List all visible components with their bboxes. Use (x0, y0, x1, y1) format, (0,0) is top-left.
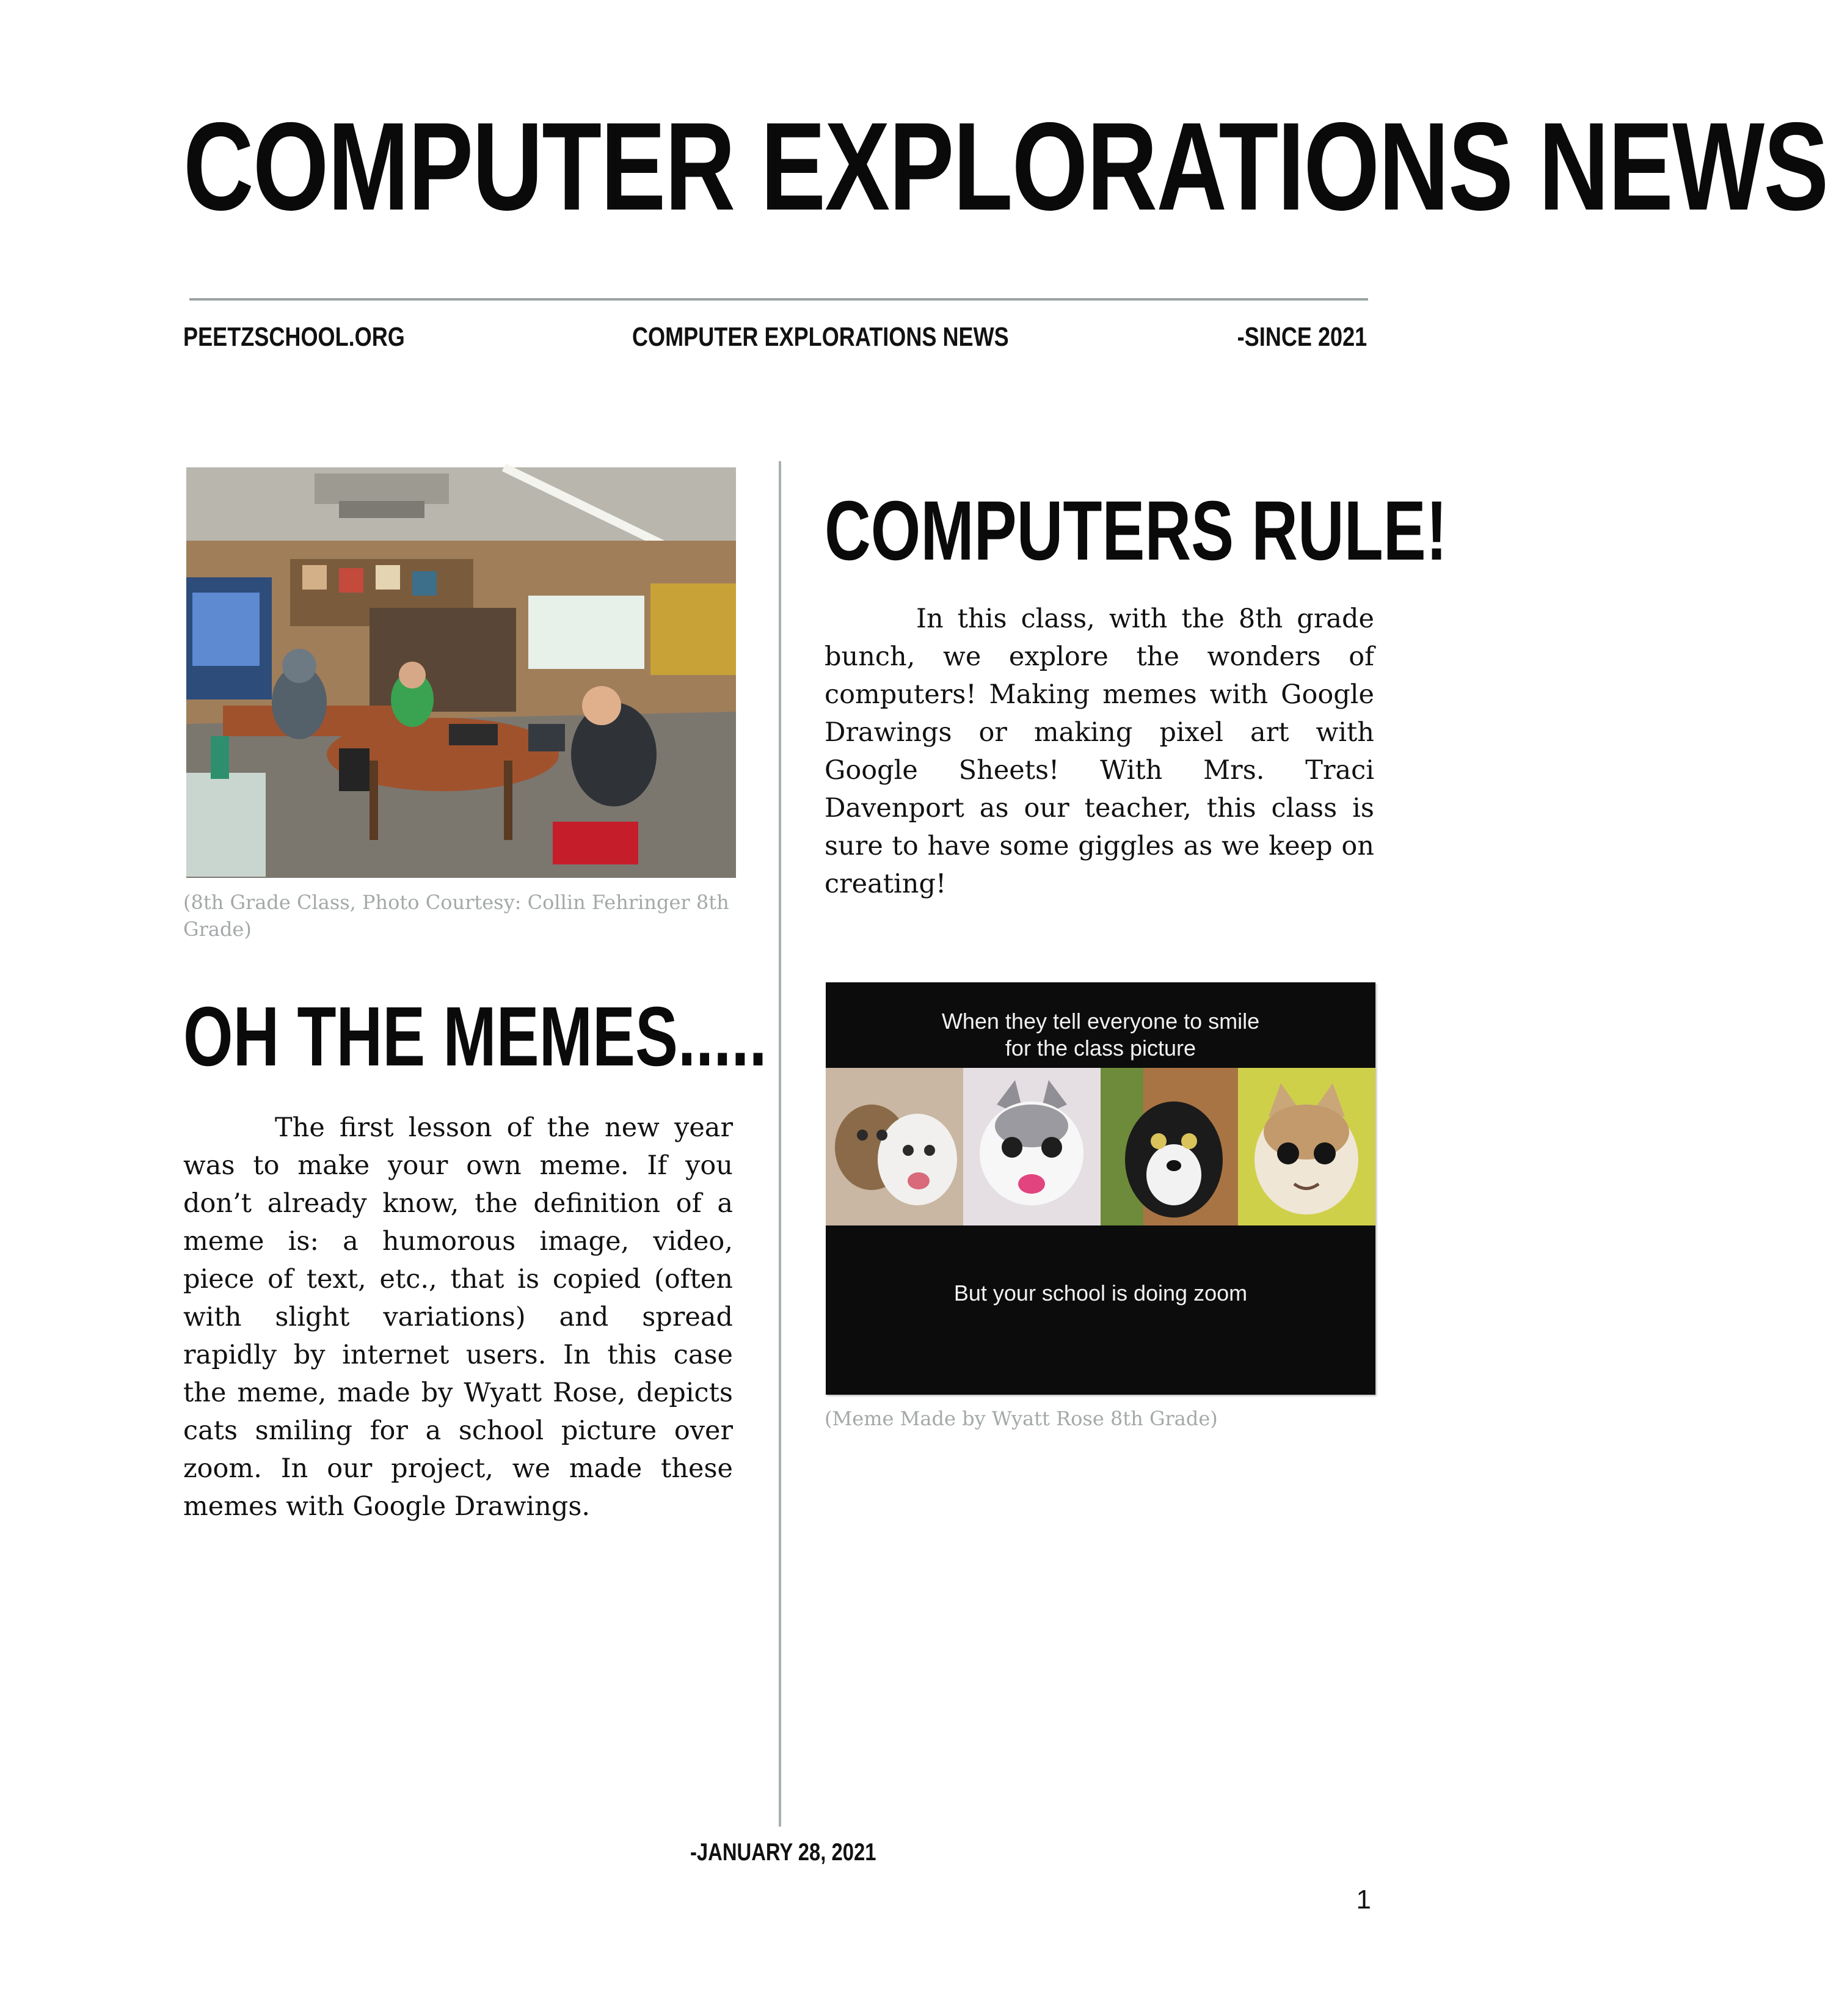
cat-photo-strip (826, 1068, 1375, 1225)
memes-headline: OH THE MEMES..... (183, 990, 767, 1084)
computers-rule-body (825, 600, 1374, 903)
meme-caption: (Meme Made by Wyatt Rose 8th Grade) (825, 1407, 1218, 1430)
computers-rule-headline: COMPUTERS RULE! (825, 484, 1447, 578)
website-label: PEETZSCHOOL.ORG (183, 322, 405, 352)
issue-date: -JANUARY 28, 2021 (690, 1839, 876, 1866)
page-number: 1 (1356, 1885, 1371, 1915)
photo-caption: (8th Grade Class, Photo Courtesy: Collin Fehringer 8th Grade) (183, 891, 729, 941)
memes-paragraph: The first lesson of the new year was to make your own meme. If you don’t already know, the definition of a meme is: a humorous image, video, piece of text, etc., that is copied (often with slight variations) and spread rapidly by internet users. In this case the meme, made by Wyatt Rose, depicts cats smiling for a school picture over zoom. In our project, we made these memes with Google Drawings. (183, 1112, 733, 1522)
classroom-photo (186, 467, 736, 878)
masthead-divider (189, 298, 1368, 301)
cat-photo-4 (1238, 1068, 1375, 1225)
newsletter-name-label: COMPUTER EXPLORATIONS NEWS (632, 322, 1009, 352)
column-divider (779, 461, 781, 1827)
cat-photo-1 (826, 1068, 963, 1225)
newsletter-title: COMPUTER EXPLORATIONS NEWS (183, 97, 1828, 236)
cat-photo-2 (963, 1068, 1101, 1225)
memes-body (183, 1109, 733, 1525)
cat-photo-3 (1101, 1068, 1238, 1225)
since-label: -SINCE 2021 (1237, 322, 1367, 352)
computers-rule-paragraph: In this class, with the 8th grade bunch, we explore the wonders of computers! Making memes with Google Drawings or making pixel art with Google Sheets! With Mrs. Traci Davenport as our teacher, this class is sure to have some giggles as we keep on creating! (825, 604, 1374, 899)
meme-image (826, 982, 1375, 1395)
meme-bottom-text: But your school is doing zoom (953, 1280, 1248, 1306)
meme-top-text: When they tell everyone to smile for the class picture (941, 1009, 1260, 1061)
